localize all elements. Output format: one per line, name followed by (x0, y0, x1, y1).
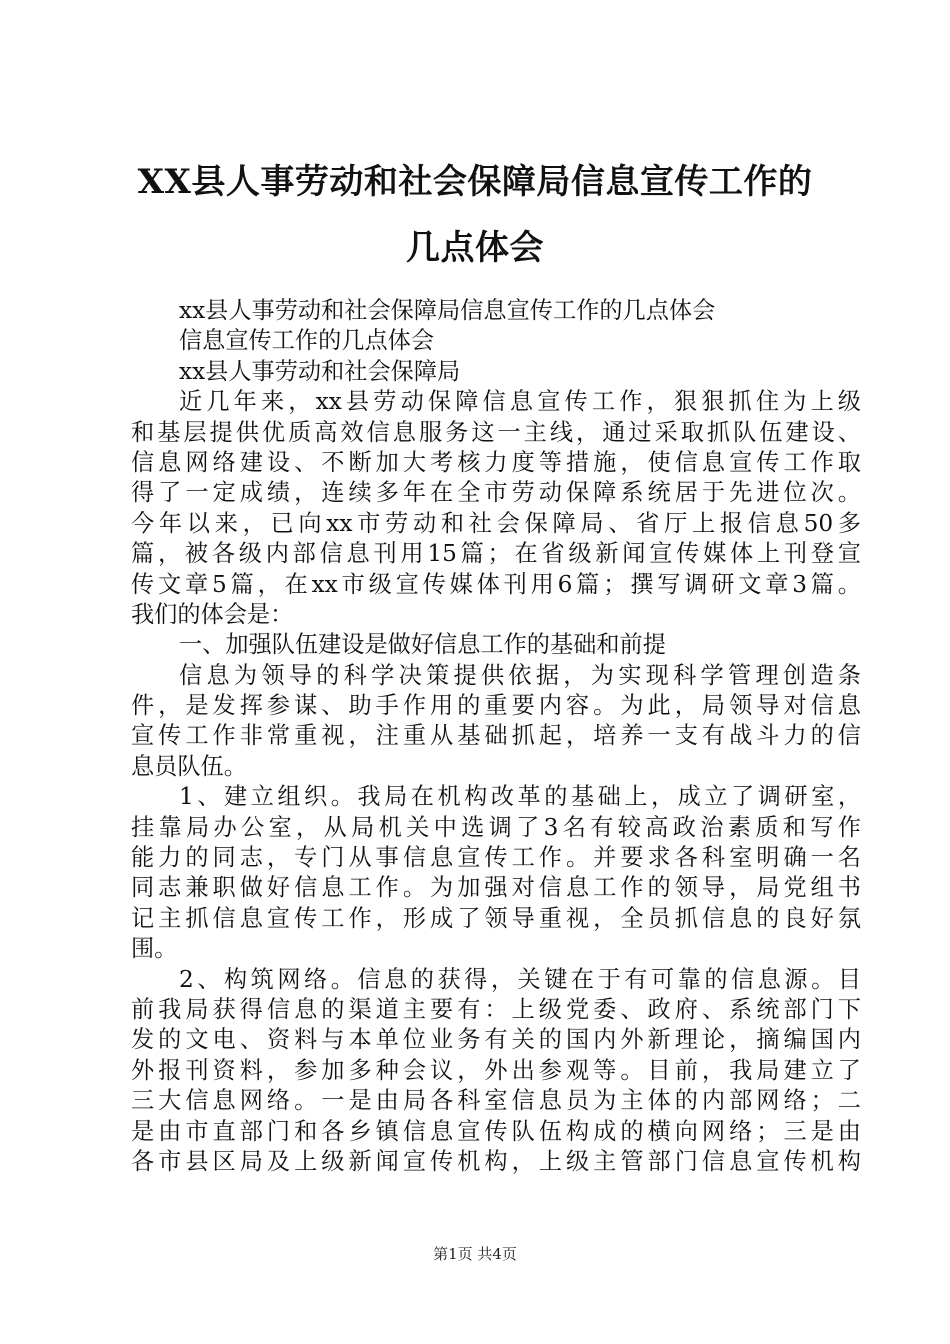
body-text-line: 同志兼职做好信息工作。为加强对信息工作的领导，局党组书 (131, 874, 861, 902)
body-text-line: xx县人事劳动和社会保障局 (179, 357, 461, 385)
body-text-line: 和基层提供优质高效信息服务这一主线，通过采取抓队伍建设、 (131, 418, 861, 446)
body-text-line: 件，是发挥参谋、助手作用的重要内容。为此，局领导对信息 (131, 692, 861, 720)
body-text-line: 传文章5篇，在xx市级宣传媒体刊用6篇；撰写调研文章3篇。 (131, 570, 861, 598)
body-text-line: 记主抓信息宣传工作，形成了领导重视，全员抓信息的良好氛 (131, 904, 861, 932)
document-title-line-2: 几点体会 (406, 228, 544, 268)
body-text-line: 围。 (131, 935, 178, 963)
body-text-line: 2、构筑网络。信息的获得，关键在于有可靠的信息源。目 (179, 965, 861, 993)
body-text-line: 息员队伍。 (131, 752, 247, 780)
body-text-line: 发的文电、资料与本单位业务有关的国内外新理论，摘编国内 (131, 1026, 861, 1054)
body-text-line: 我们的体会是： (131, 600, 294, 628)
body-text-line: 得了一定成绩，连续多年在全市劳动保障系统居于先进位次。 (131, 479, 861, 507)
body-text-line: 一、加强队伍建设是做好信息工作的基础和前提 (179, 631, 666, 659)
page-footer: 第1页 共4页 (433, 1245, 517, 1263)
body-text-line: 信息宣传工作的几点体会 (179, 327, 435, 355)
body-text-line: 1、建立组织。我局在机构改革的基础上，成立了调研室， (179, 783, 861, 811)
body-text-line: 挂靠局办公室，从局机关中选调了3名有较高政治素质和写作 (131, 813, 861, 841)
body-text-line: 各市县区局及上级新闻宣传机构，上级主管部门信息宣传机构 (131, 1147, 861, 1175)
document-body (131, 296, 861, 1177)
body-text-line: 宣传工作非常重视，注重从基础抓起，培养一支有战斗力的信 (131, 722, 861, 750)
body-text-line: 前我局获得信息的渠道主要有：上级党委、政府、系统部门下 (131, 995, 861, 1023)
body-text-line: 三大信息网络。一是由局各科室信息员为主体的内部网络；二 (131, 1087, 861, 1115)
body-text-line: xx县人事劳动和社会保障局信息宣传工作的几点体会 (179, 297, 716, 324)
body-text-line: 篇，被各级内部信息刊用15篇；在省级新闻宣传媒体上刊登宣 (131, 540, 861, 568)
body-text-line: 能力的同志，专门从事信息宣传工作。并要求各科室明确一名 (131, 844, 861, 872)
body-text-line: 信息为领导的科学决策提供依据，为实现科学管理创造条 (179, 661, 861, 689)
body-text-line: 信息网络建设、不断加大考核力度等措施，使信息宣传工作取 (131, 448, 861, 476)
body-text-line: 是由市直部门和各乡镇信息宣传队伍构成的横向网络；三是由 (131, 1117, 861, 1145)
body-text-line: 今年以来，已向xx市劳动和社会保障局、省厅上报信息50多 (131, 509, 861, 537)
body-text-line: 外报刊资料，参加多种会议，外出参观等。目前，我局建立了 (131, 1056, 861, 1084)
body-text-line: 近几年来，xx县劳动保障信息宣传工作，狠狠抓住为上级 (179, 388, 861, 416)
document-title-line-1: XX县人事劳动和社会保障局信息宣传工作的 (137, 162, 813, 202)
